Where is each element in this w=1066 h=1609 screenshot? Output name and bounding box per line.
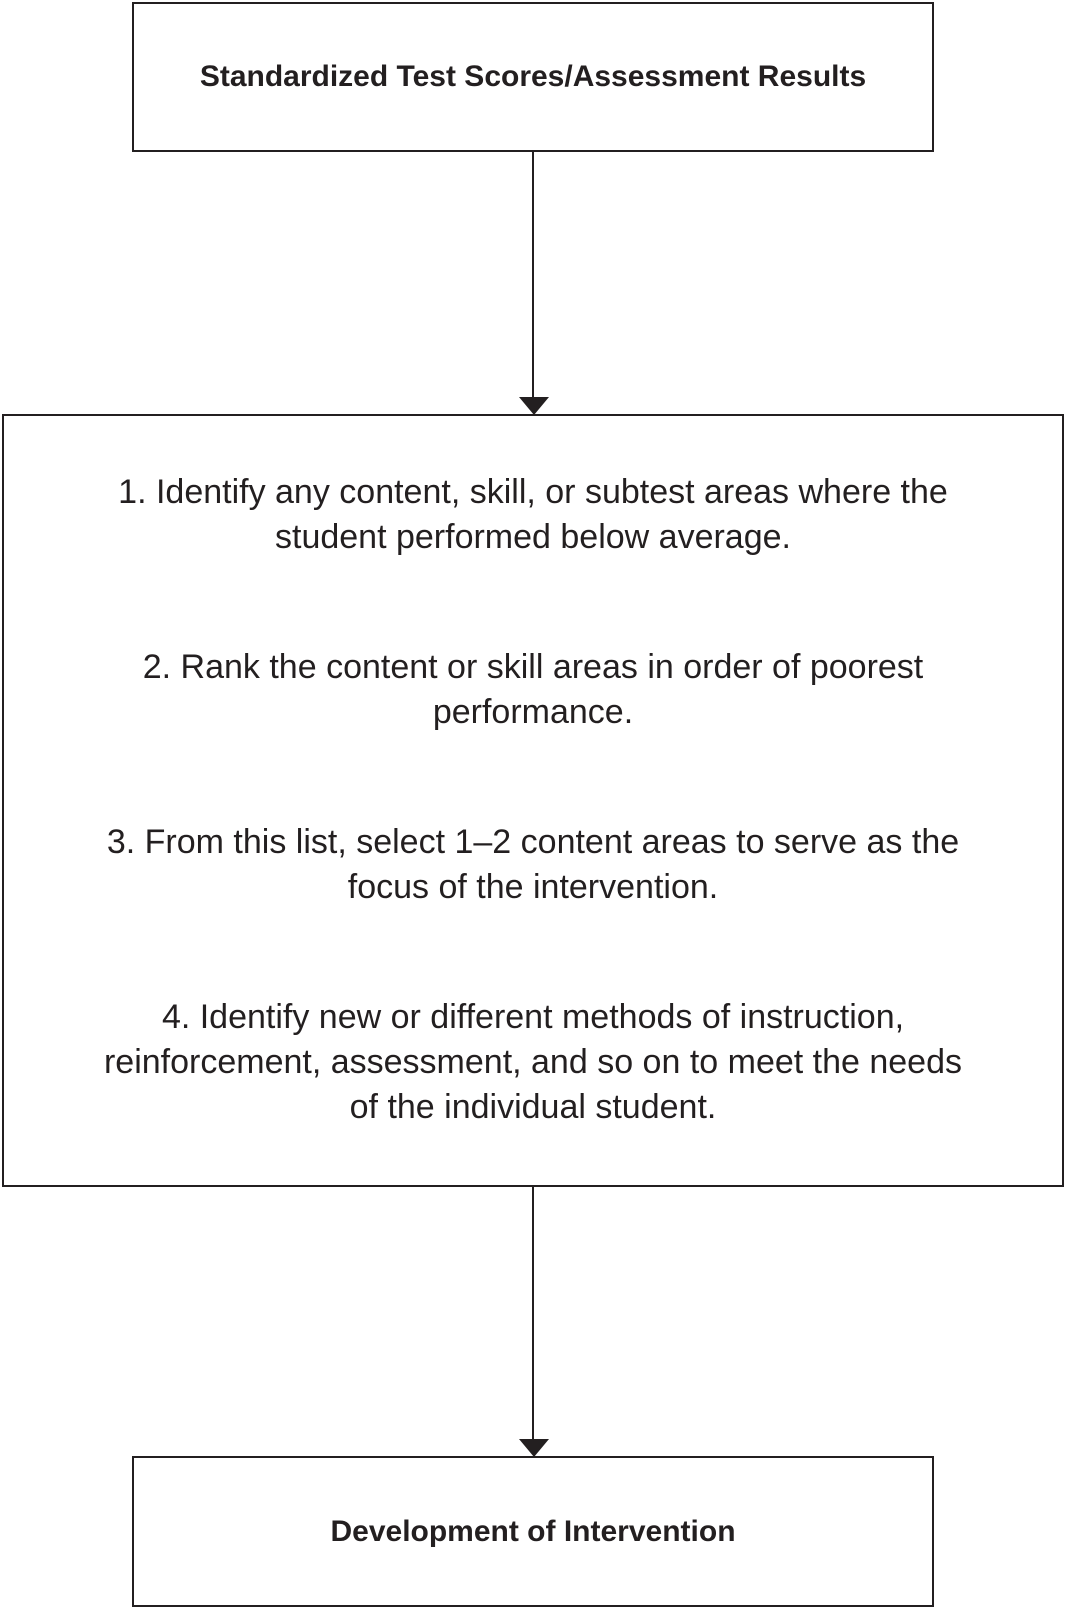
intervention-box bbox=[132, 1456, 934, 1607]
assessment-results-label: Standardized Test Scores/Assessment Results bbox=[199, 60, 867, 93]
step-1-line-2: student performed below average. bbox=[275, 518, 791, 556]
step-1 bbox=[40, 470, 1026, 560]
step-4-line-2: reinforcement, assessment, and so on to meet the needs bbox=[103, 1043, 963, 1081]
step-2-line-1: 2. Rank the content or skill areas in order of poorest bbox=[142, 648, 924, 686]
intervention-label: Development of Intervention bbox=[330, 1514, 736, 1548]
arrow-1-head-icon bbox=[519, 397, 549, 415]
assessment-results-box bbox=[132, 2, 934, 152]
step-3-line-2: focus of the intervention. bbox=[347, 868, 719, 906]
step-3 bbox=[40, 820, 1026, 910]
step-4-line-3: of the individual student. bbox=[349, 1088, 717, 1126]
arrow-2-line bbox=[532, 1187, 534, 1440]
step-2 bbox=[40, 645, 1026, 735]
step-3-line-1: 3. From this list, select 1–2 content areas to serve as the bbox=[106, 823, 960, 861]
step-1-line-1: 1. Identify any content, skill, or subtest areas where the bbox=[118, 473, 948, 511]
step-4-line-1: 4. Identify new or different methods of instruction, bbox=[161, 998, 905, 1036]
arrow-1-line bbox=[532, 152, 534, 398]
step-4 bbox=[40, 995, 1026, 1130]
arrow-2-head-icon bbox=[519, 1439, 549, 1457]
step-2-line-2: performance. bbox=[432, 693, 634, 731]
